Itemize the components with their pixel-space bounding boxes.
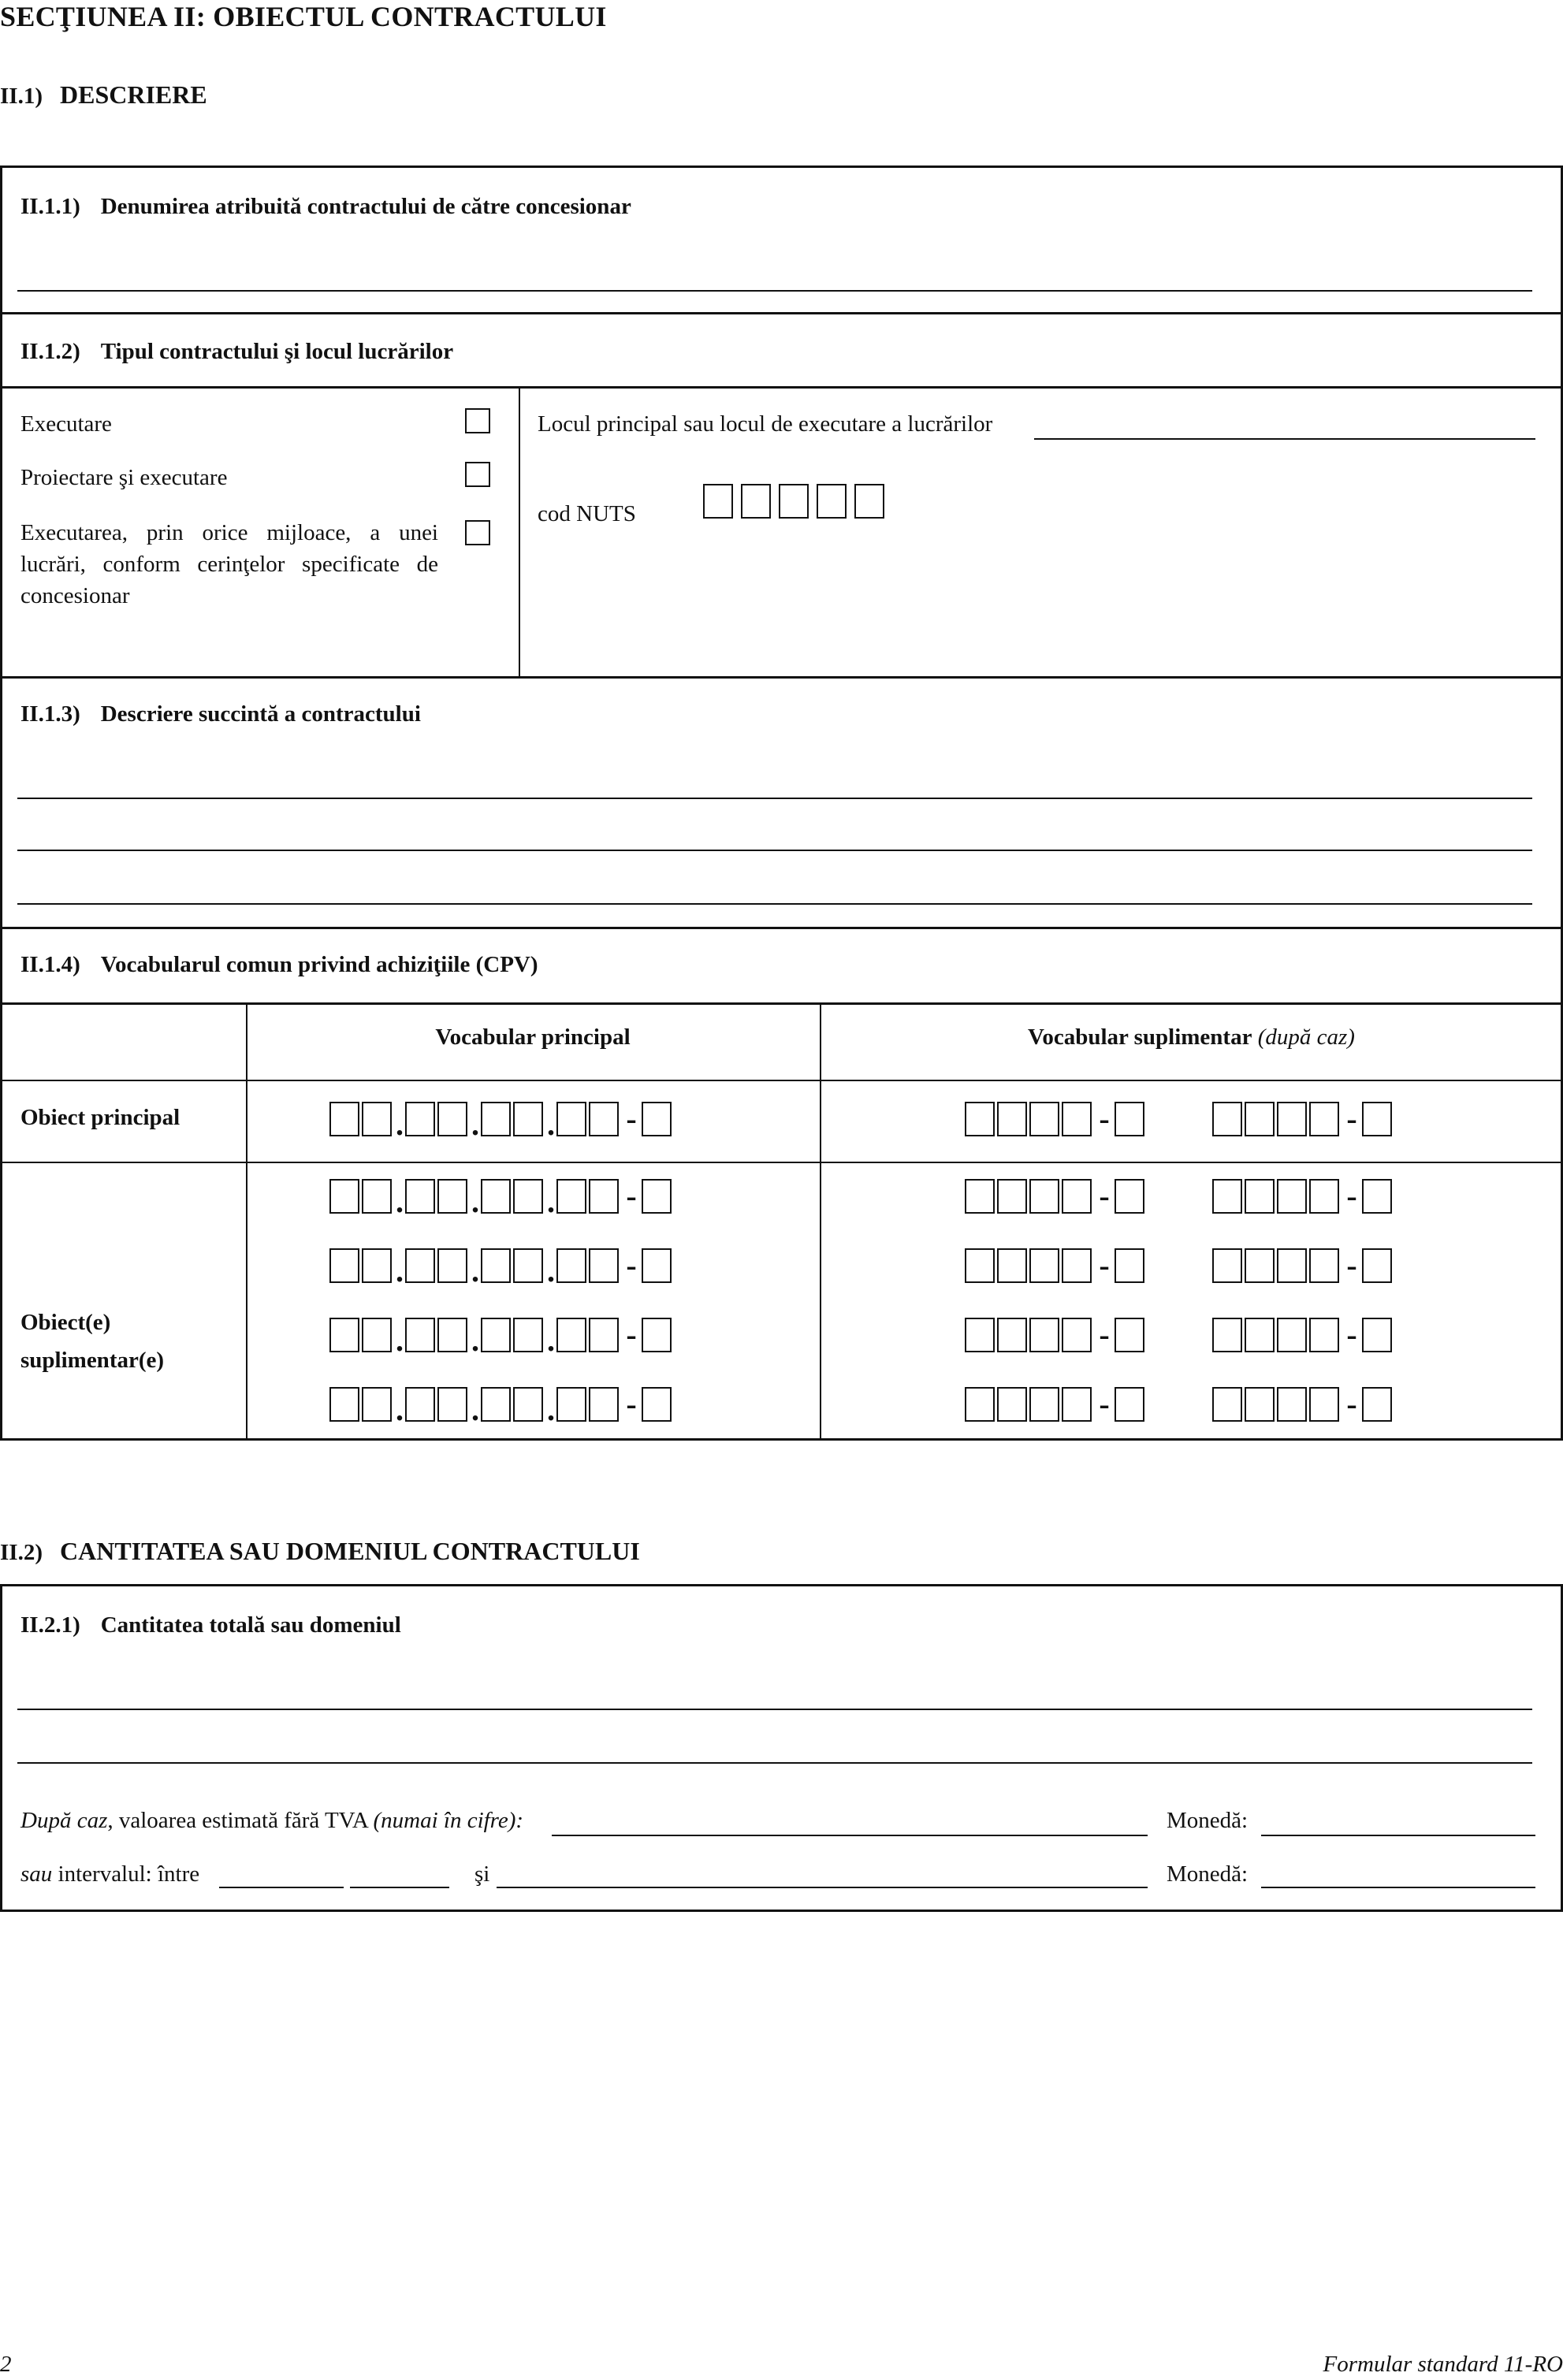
cpv-digit-box[interactable] [1362, 1102, 1392, 1136]
cpv-digit-box[interactable] [362, 1248, 392, 1283]
cpv-separator-dot: . [396, 1322, 404, 1358]
cpv-digit-box[interactable] [437, 1248, 467, 1283]
row-divider [0, 1080, 1563, 1081]
field-title-short-description [20, 701, 421, 727]
row-divider [0, 676, 1563, 679]
interval-label [20, 1861, 199, 1887]
subsection-title: DESCRIERE [59, 80, 207, 109]
cpv-separator-dash: - [626, 1101, 637, 1136]
currency-input-line[interactable] [1261, 1835, 1535, 1836]
label-part: (numai în cifre): [373, 1808, 524, 1833]
cpv-separator-dot: . [471, 1184, 479, 1219]
field-label: Denumirea atribuită contractului de către concesionar [100, 194, 631, 219]
cpv-separator-dot: . [547, 1106, 555, 1142]
cpv-digit-box[interactable] [642, 1248, 672, 1283]
cpv-digit-box[interactable] [589, 1248, 619, 1283]
cpv-digit-box[interactable] [965, 1179, 995, 1214]
row-divider [0, 927, 1563, 929]
cpv-digit-box[interactable] [997, 1102, 1027, 1136]
cpv-digit-box[interactable] [1062, 1102, 1092, 1136]
cpv-row-main-label: Obiect principal [20, 1105, 180, 1130]
cpv-digit-box[interactable] [1115, 1387, 1144, 1422]
cpv-separator-dash: - [1099, 1178, 1110, 1214]
nuts-digit-box[interactable] [741, 484, 771, 519]
cpv-separator-dash: - [1346, 1386, 1357, 1422]
cpv-separator-dash: - [1099, 1386, 1110, 1422]
interval-to-input-line[interactable] [497, 1887, 1148, 1888]
cpv-separator-dot: . [396, 1184, 404, 1219]
field-title-contract-type [20, 339, 453, 365]
label-part: , valoarea estimată fără TVA [107, 1808, 374, 1833]
checkbox-execution[interactable] [465, 408, 490, 433]
cpv-digit-box[interactable] [1362, 1318, 1392, 1352]
field-title-contract-name [20, 194, 631, 220]
cpv-digit-box[interactable] [405, 1318, 435, 1352]
cpv-digit-box[interactable] [589, 1387, 619, 1422]
cpv-digit-box[interactable] [513, 1248, 543, 1283]
cpv-digit-box[interactable] [437, 1179, 467, 1214]
cpv-digit-box[interactable] [1277, 1387, 1307, 1422]
cpv-main-code[interactable] [329, 1385, 674, 1427]
cpv-digit-box[interactable] [1309, 1102, 1339, 1136]
cpv-digit-box[interactable] [642, 1102, 672, 1136]
row-divider [0, 386, 1563, 389]
cpv-digit-box[interactable] [437, 1387, 467, 1422]
subsection-title: CANTITATEA SAU DOMENIUL CONTRACTULUI [59, 1537, 640, 1565]
cpv-digit-box[interactable] [1362, 1387, 1392, 1422]
cpv-digit-box[interactable] [1362, 1248, 1392, 1283]
estimated-value-input-line[interactable] [552, 1835, 1148, 1836]
cpv-digit-box[interactable] [1245, 1179, 1275, 1214]
row-divider [0, 1162, 1563, 1163]
cpv-separator-dot: . [471, 1322, 479, 1358]
cpv-digit-box[interactable] [1245, 1248, 1275, 1283]
cpv-digit-box[interactable] [1212, 1179, 1242, 1214]
subsection-number: II.2) [0, 1540, 43, 1565]
cpv-separator-dash: - [1099, 1317, 1110, 1352]
cpv-separator-dot: . [396, 1253, 404, 1289]
cpv-header-note: (după caz) [1257, 1025, 1355, 1050]
cpv-separator-dot: . [547, 1253, 555, 1289]
cpv-digit-box[interactable] [997, 1179, 1027, 1214]
option-label-design-execution: Proiectare şi executare [20, 465, 228, 490]
cpv-separator-dot: . [547, 1184, 555, 1219]
cpv-digit-box[interactable] [437, 1102, 467, 1136]
cpv-digit-box[interactable] [513, 1387, 543, 1422]
cpv-supplementary-code[interactable] [965, 1385, 1147, 1422]
cpv-digit-box[interactable] [1277, 1102, 1307, 1136]
cpv-digit-box[interactable] [589, 1318, 619, 1352]
cpv-digit-box[interactable] [997, 1318, 1027, 1352]
cpv-digit-box[interactable] [1115, 1248, 1144, 1283]
nuts-digit-box[interactable] [817, 484, 847, 519]
cpv-supplementary-code[interactable] [1212, 1316, 1394, 1352]
cpv-digit-box[interactable] [1362, 1179, 1392, 1214]
cpv-digit-box[interactable] [1309, 1387, 1339, 1422]
field-label: Vocabularul comun privind achiziţiile (CPV) [100, 952, 538, 977]
cpv-separator-dash: - [1346, 1248, 1357, 1283]
cpv-separator-dash: - [1346, 1317, 1357, 1352]
quantity-input-line[interactable] [17, 1709, 1532, 1710]
cpv-digit-box[interactable] [329, 1387, 359, 1422]
cpv-digit-box[interactable] [1277, 1318, 1307, 1352]
cpv-digit-box[interactable] [1062, 1387, 1092, 1422]
location-input-line[interactable] [1034, 438, 1535, 440]
cpv-header-label: Vocabular suplimentar [1028, 1025, 1252, 1050]
subsection-heading-description [0, 80, 207, 110]
cpv-digit-box[interactable] [329, 1248, 359, 1283]
cpv-separator-dash: - [626, 1178, 637, 1214]
cpv-separator-dot: . [471, 1253, 479, 1289]
subsection-number: II.1) [0, 84, 43, 109]
cpv-digit-box[interactable] [405, 1387, 435, 1422]
cpv-digit-box[interactable] [1309, 1248, 1339, 1283]
cpv-supplementary-code[interactable] [965, 1177, 1147, 1214]
currency-input-line[interactable] [1261, 1887, 1535, 1888]
cpv-digit-box[interactable] [1277, 1248, 1307, 1283]
field-number: II.1.3) [20, 701, 80, 727]
description-input-line[interactable] [17, 850, 1532, 851]
cpv-digit-box[interactable] [997, 1248, 1027, 1283]
cpv-separator-dot: . [396, 1106, 404, 1142]
interval-from-input-line[interactable] [350, 1887, 449, 1888]
cpv-separator-dot: . [471, 1106, 479, 1142]
cpv-separator-dot: . [547, 1392, 555, 1427]
cpv-digit-box[interactable] [1212, 1387, 1242, 1422]
page-number: 2 [0, 2352, 12, 2377]
currency-label: Monedă: [1167, 1861, 1249, 1887]
cpv-digit-box[interactable] [1029, 1318, 1059, 1352]
cpv-separator-dot: . [471, 1392, 479, 1427]
cpv-digit-box[interactable] [642, 1318, 672, 1352]
description-input-line[interactable] [17, 798, 1532, 799]
cpv-supplementary-code[interactable] [965, 1247, 1147, 1283]
cpv-digit-box[interactable] [405, 1248, 435, 1283]
cpv-separator-dash: - [1099, 1101, 1110, 1136]
cpv-digit-box[interactable] [556, 1248, 586, 1283]
interval-and-label: şi [474, 1861, 490, 1887]
cpv-digit-box[interactable] [329, 1318, 359, 1352]
cpv-digit-box[interactable] [481, 1179, 511, 1214]
field-title-cpv [20, 952, 538, 978]
interval-from-input-line[interactable] [219, 1887, 344, 1888]
cpv-digit-box[interactable] [1212, 1102, 1242, 1136]
cpv-main-code[interactable] [329, 1100, 674, 1142]
cpv-separator-dash: - [626, 1248, 637, 1283]
cpv-digit-box[interactable] [1115, 1179, 1144, 1214]
cpv-digit-box[interactable] [481, 1248, 511, 1283]
cpv-digit-box[interactable] [1029, 1102, 1059, 1136]
cpv-digit-box[interactable] [362, 1179, 392, 1214]
cpv-main-code[interactable] [329, 1177, 674, 1219]
cpv-digit-box[interactable] [1062, 1248, 1092, 1283]
cpv-digit-box[interactable] [642, 1387, 672, 1422]
cpv-digit-box[interactable] [1309, 1179, 1339, 1214]
cpv-digit-box[interactable] [513, 1179, 543, 1214]
row-divider [0, 312, 1563, 314]
column-divider [519, 386, 520, 676]
cpv-digit-box[interactable] [362, 1387, 392, 1422]
estimated-value-label [20, 1808, 523, 1834]
location-label: Locul principal sau locul de executare a lucrărilor [538, 411, 993, 437]
cpv-separator-dash: - [1346, 1101, 1357, 1136]
row-divider [0, 1002, 1563, 1005]
cpv-digit-box[interactable] [437, 1318, 467, 1352]
nuts-label: cod NUTS [538, 501, 636, 526]
cpv-digit-box[interactable] [965, 1102, 995, 1136]
cpv-header-main: Vocabular principal [435, 1025, 631, 1050]
label-line: suplimentar(e) [20, 1348, 165, 1373]
cpv-digit-box[interactable] [589, 1179, 619, 1214]
cpv-digit-box[interactable] [513, 1102, 543, 1136]
cpv-digit-box[interactable] [329, 1102, 359, 1136]
label-part: intervalul: între [52, 1861, 200, 1887]
cpv-separator-dot: . [396, 1392, 404, 1427]
cpv-digit-box[interactable] [1245, 1387, 1275, 1422]
cpv-separator-dash: - [626, 1386, 637, 1422]
cpv-digit-box[interactable] [481, 1387, 511, 1422]
cpv-digit-box[interactable] [965, 1387, 995, 1422]
cpv-digit-box[interactable] [1212, 1248, 1242, 1283]
cpv-digit-box[interactable] [481, 1318, 511, 1352]
column-divider [820, 1002, 821, 1441]
cpv-digit-box[interactable] [1309, 1318, 1339, 1352]
checkbox-any-means[interactable] [465, 520, 490, 545]
cpv-digit-box[interactable] [329, 1179, 359, 1214]
field-number: II.2.1) [20, 1612, 80, 1638]
cpv-digit-box[interactable] [1115, 1318, 1144, 1352]
label-line: Obiect(e) [20, 1310, 111, 1335]
field-number: II.1.2) [20, 339, 80, 364]
contract-name-input-line[interactable] [17, 290, 1532, 292]
cpv-digit-box[interactable] [1029, 1248, 1059, 1283]
cpv-digit-box[interactable] [556, 1318, 586, 1352]
cpv-main-code[interactable] [329, 1316, 674, 1358]
cpv-digit-box[interactable] [481, 1102, 511, 1136]
cpv-digit-box[interactable] [1029, 1387, 1059, 1422]
label-part: După caz [20, 1808, 108, 1833]
cpv-digit-box[interactable] [1029, 1179, 1059, 1214]
cpv-separator-dot: . [547, 1322, 555, 1358]
cpv-digit-box[interactable] [965, 1318, 995, 1352]
cpv-supplementary-code[interactable] [965, 1316, 1147, 1352]
cpv-digit-box[interactable] [1062, 1318, 1092, 1352]
cpv-digit-box[interactable] [997, 1387, 1027, 1422]
cpv-row-supplementary-label [20, 1303, 164, 1379]
nuts-digit-box[interactable] [779, 484, 809, 519]
label-part: sau [20, 1861, 53, 1887]
cpv-header-supplementary [820, 1025, 1563, 1051]
field-number: II.1.1) [20, 194, 80, 219]
cpv-digit-box[interactable] [965, 1248, 995, 1283]
cpv-digit-box[interactable] [1245, 1318, 1275, 1352]
cpv-digit-box[interactable] [1245, 1102, 1275, 1136]
field-title-total-quantity [20, 1612, 401, 1638]
nuts-digit-box[interactable] [703, 484, 733, 519]
column-divider [246, 1002, 247, 1441]
option-label-execution: Executare [20, 411, 112, 437]
option-label-any-means: Executarea, prin orice mijloace, a unei lucrări, conform cerinţelor specificate de concesionar [20, 520, 438, 608]
cpv-digit-box[interactable] [556, 1102, 586, 1136]
cpv-supplementary-code[interactable] [1212, 1100, 1394, 1136]
cpv-supplementary-code[interactable] [965, 1100, 1147, 1136]
cpv-separator-dash: - [626, 1317, 637, 1352]
cpv-digit-box[interactable] [362, 1102, 392, 1136]
cpv-supplementary-code[interactable] [1212, 1385, 1394, 1422]
subsection-heading-quantity [0, 1537, 640, 1566]
cpv-digit-box[interactable] [405, 1102, 435, 1136]
field-number: II.1.4) [20, 952, 80, 977]
form-name: Formular standard 11-RO [1323, 2352, 1563, 2377]
cpv-digit-box[interactable] [1277, 1179, 1307, 1214]
cpv-digit-box[interactable] [1062, 1179, 1092, 1214]
cpv-separator-dash: - [1099, 1248, 1110, 1283]
cpv-digit-box[interactable] [1212, 1318, 1242, 1352]
cpv-digit-box[interactable] [642, 1179, 672, 1214]
cpv-separator-dash: - [1346, 1178, 1357, 1214]
quantity-input-line[interactable] [17, 1762, 1532, 1764]
nuts-digit-box[interactable] [854, 484, 884, 519]
currency-label: Monedă: [1167, 1808, 1249, 1833]
cpv-main-code[interactable] [329, 1247, 674, 1289]
cpv-digit-box[interactable] [362, 1318, 392, 1352]
cpv-digit-box[interactable] [513, 1318, 543, 1352]
field-label: Tipul contractului şi locul lucrărilor [100, 339, 454, 364]
cpv-digit-box[interactable] [556, 1387, 586, 1422]
cpv-digit-box[interactable] [405, 1179, 435, 1214]
cpv-digit-box[interactable] [589, 1102, 619, 1136]
cpv-digit-box[interactable] [556, 1179, 586, 1214]
field-label: Descriere succintă a contractului [100, 701, 421, 727]
checkbox-design-execution[interactable] [465, 462, 490, 487]
description-input-line[interactable] [17, 903, 1532, 905]
cpv-supplementary-code[interactable] [1212, 1177, 1394, 1214]
cpv-digit-box[interactable] [1115, 1102, 1144, 1136]
cpv-supplementary-code[interactable] [1212, 1247, 1394, 1283]
section-title: SECŢIUNEA II: OBIECTUL CONTRACTULUI [0, 1, 607, 32]
field-label: Cantitatea totală sau domeniul [100, 1612, 401, 1638]
